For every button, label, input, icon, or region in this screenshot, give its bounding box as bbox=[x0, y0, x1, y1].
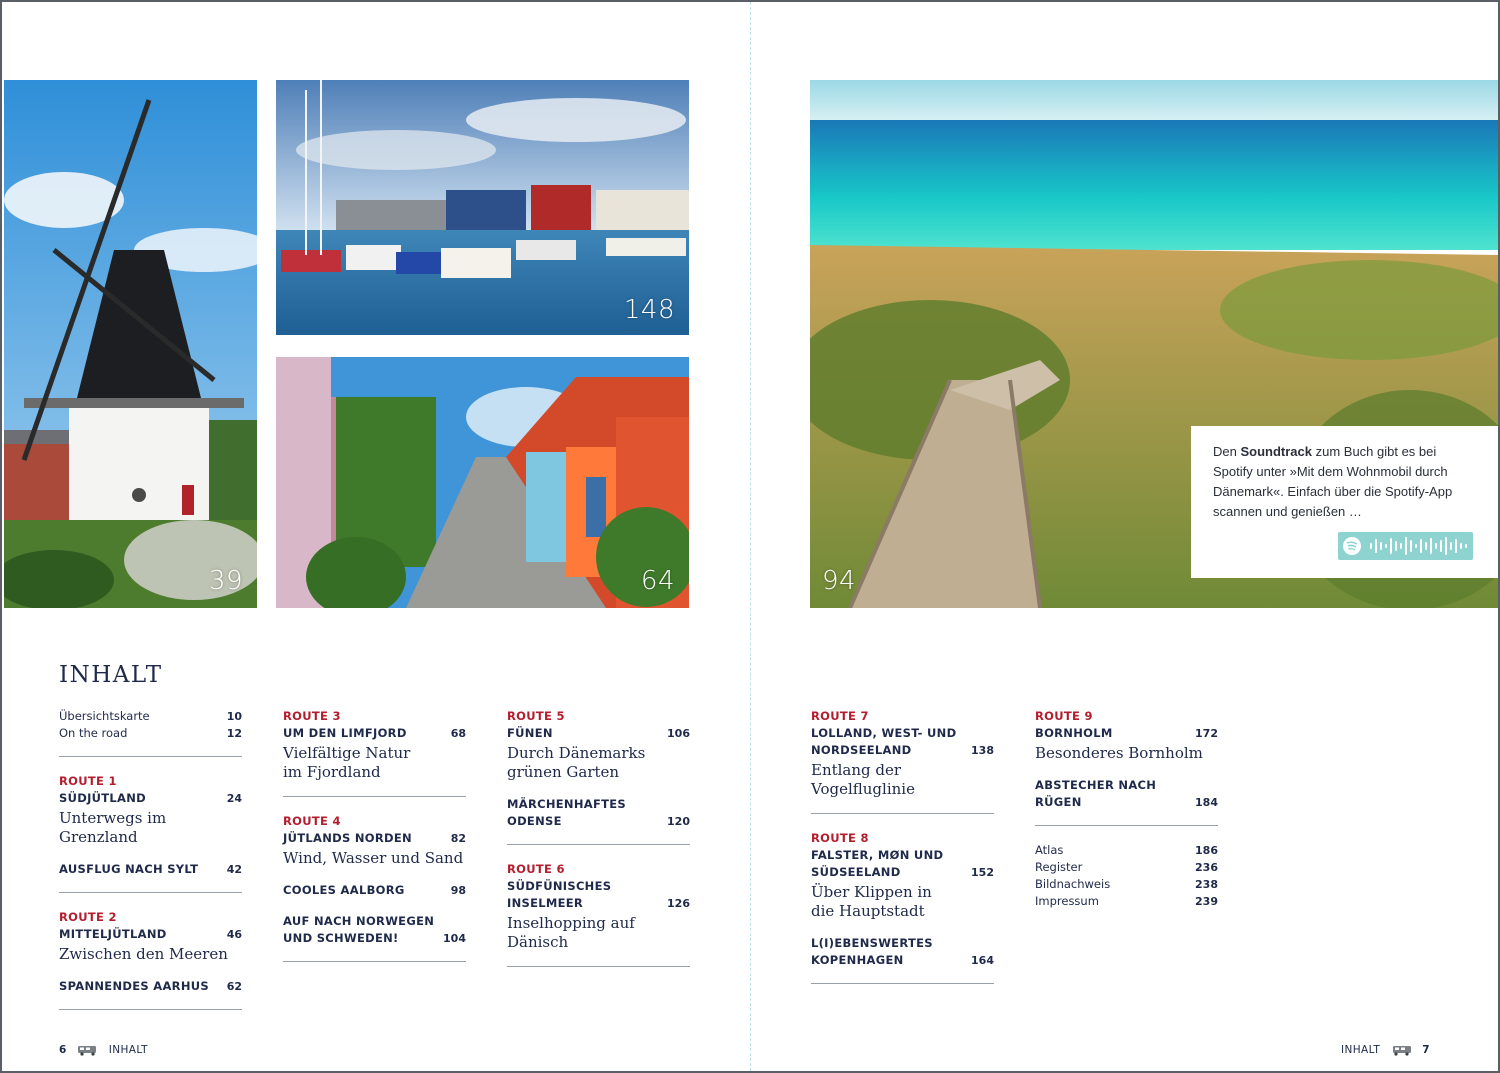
windmill-photo bbox=[4, 80, 257, 608]
divider bbox=[283, 961, 466, 962]
photo-page-number: 64 bbox=[640, 566, 675, 596]
toc-title: INHALT bbox=[59, 662, 163, 688]
toc-route-3[interactable]: ROUTE 3 UM DEN LIMFJORD 68 Vielfältige Natur im Fjordland bbox=[283, 709, 466, 781]
divider bbox=[507, 966, 690, 967]
book-spread bbox=[2, 2, 1498, 1071]
spotify-soundtrack-box bbox=[1191, 426, 1498, 578]
toc-column-5 bbox=[1035, 708, 1218, 910]
photo-page-number: 39 bbox=[208, 566, 243, 596]
page-fold bbox=[750, 2, 751, 1071]
photo-page-number: 148 bbox=[623, 295, 675, 325]
toc-entry[interactable]: Bildnachweis 238 bbox=[1035, 877, 1218, 891]
toc-route-6[interactable]: ROUTE 6 SÜDFÜNISCHES INSELMEER 126 Inselhopping auf Dänisch bbox=[507, 862, 690, 951]
divider bbox=[811, 813, 994, 814]
soundtrack-bold: Soundtrack bbox=[1240, 444, 1312, 459]
toc-route-9[interactable]: ROUTE 9 BORNHOLM 172 Besonderes Bornholm bbox=[1035, 709, 1218, 762]
toc-entry[interactable]: SPANNENDES AARHUS 62 bbox=[59, 979, 242, 993]
toc-route-1[interactable]: ROUTE 1 SÜDJÜTLAND 24 Unterwegs im Grenzland bbox=[59, 774, 242, 846]
toc-entry[interactable]: On the road 12 bbox=[59, 726, 242, 740]
toc-entry[interactable]: Register 236 bbox=[1035, 860, 1218, 874]
toc-route-4[interactable]: ROUTE 4 JÜTLANDS NORDEN 82 Wind, Wasser und Sand bbox=[283, 814, 466, 867]
toc-route-7[interactable]: ROUTE 7 LOLLAND, WEST- UND NORDSEELAND 138 Entlang der Vogelfluglinie bbox=[811, 709, 994, 798]
harbor-photo bbox=[276, 80, 689, 335]
toc-entry[interactable]: Impressum 239 bbox=[1035, 894, 1218, 908]
page-number: 7 bbox=[1422, 1044, 1430, 1056]
footer-left bbox=[59, 1044, 148, 1056]
toc-column-1 bbox=[59, 708, 242, 1026]
divider bbox=[507, 844, 690, 845]
toc-route-8[interactable]: ROUTE 8 FALSTER, MØN UND SÜDSEELAND 152 Über Klippen in die Hauptstadt bbox=[811, 831, 994, 920]
divider bbox=[283, 796, 466, 797]
toc-entry[interactable]: MÄRCHENHAFTES ODENSE 120 bbox=[507, 797, 690, 828]
divider bbox=[1035, 825, 1218, 826]
toc-column-3 bbox=[507, 708, 690, 983]
toc-entry[interactable]: ABSTECHER NACH RÜGEN 184 bbox=[1035, 778, 1218, 809]
page-number: 6 bbox=[59, 1044, 67, 1056]
soundtrack-text: Den Soundtrack zum Buch gibt es bei Spotify unter »Mit dem Wohnmobil durch Dänemark«. Einfach über die Spotify-App scannen und genießen … bbox=[1213, 444, 1453, 519]
divider bbox=[59, 892, 242, 893]
toc-entry[interactable]: L(I)EBENSWERTES KOPENHAGEN 164 bbox=[811, 936, 994, 967]
divider bbox=[811, 983, 994, 984]
footer-right bbox=[1341, 1044, 1430, 1056]
toc-route-5[interactable]: ROUTE 5 FÜNEN 106 Durch Dänemarks grünen Garten bbox=[507, 709, 690, 781]
toc-entry[interactable]: COOLES AALBORG 98 bbox=[283, 883, 466, 897]
photo-page-number: 94 bbox=[822, 566, 857, 596]
toc-route-2[interactable]: ROUTE 2 MITTELJÜTLAND 46 Zwischen den Meeren bbox=[59, 910, 242, 963]
toc-entry[interactable]: AUSFLUG NACH SYLT 42 bbox=[59, 862, 242, 876]
camper-van-icon bbox=[1390, 1044, 1412, 1056]
divider bbox=[59, 1009, 242, 1010]
camper-van-icon bbox=[77, 1044, 99, 1056]
running-head: INHALT bbox=[108, 1044, 148, 1056]
spotify-code[interactable] bbox=[1338, 532, 1473, 560]
running-head: INHALT bbox=[1341, 1044, 1381, 1056]
toc-entry[interactable]: Übersichtskarte 10 bbox=[59, 709, 242, 723]
toc-column-4 bbox=[811, 708, 994, 1000]
toc-entry[interactable]: Atlas 186 bbox=[1035, 843, 1218, 857]
toc-entry[interactable]: AUF NACH NORWEGEN UND SCHWEDEN! 104 bbox=[283, 914, 466, 945]
street-photo bbox=[276, 357, 689, 608]
toc-column-2 bbox=[283, 708, 466, 978]
divider bbox=[59, 756, 242, 757]
